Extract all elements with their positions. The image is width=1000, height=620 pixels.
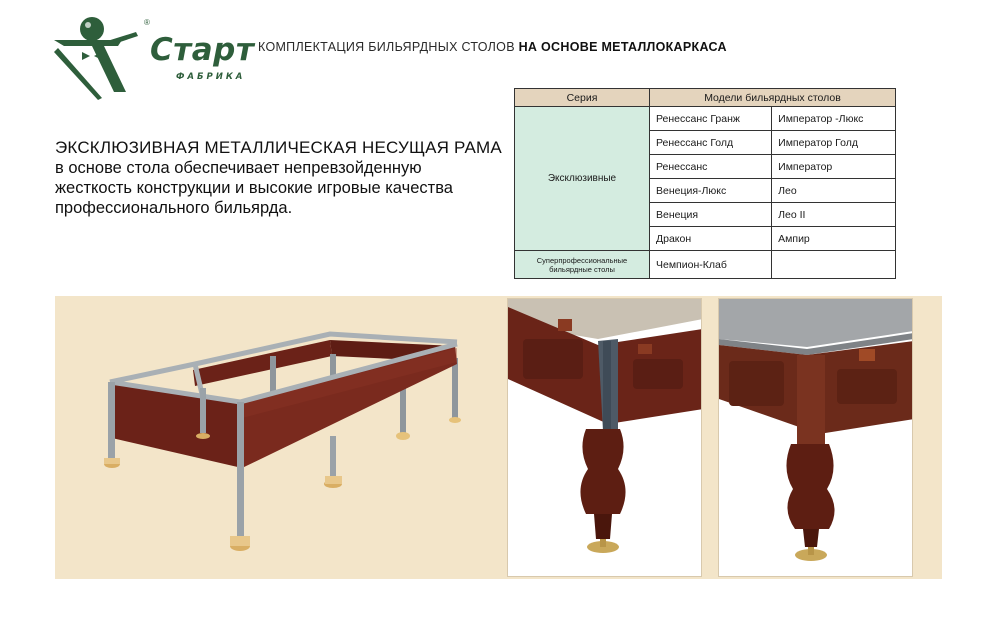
logo-emblem-icon	[52, 12, 152, 102]
table-leg-image	[508, 299, 702, 577]
page-title-regular: КОМПЛЕКТАЦИЯ БИЛЬЯРДНЫХ СТОЛОВ	[258, 40, 519, 54]
brand-logo	[52, 12, 255, 102]
model-cell: Ренессанс	[650, 155, 772, 179]
logo-wordmark: Старт	[150, 32, 255, 68]
table-header-row	[515, 89, 896, 107]
table-leg-image	[719, 299, 913, 577]
models-table	[514, 88, 896, 279]
metal-frame-illustration	[100, 318, 470, 563]
page-title	[258, 40, 727, 54]
lead-line: профессионального бильярда.	[55, 199, 293, 217]
model-cell: Чемпион-Клаб	[650, 251, 772, 279]
model-cell: Венеция-Люкс	[650, 179, 772, 203]
header-series: Серия	[515, 89, 650, 107]
model-cell: Лео II	[772, 203, 896, 227]
lead-block	[55, 138, 505, 218]
series-exclusive: Эксклюзивные	[515, 107, 650, 251]
lead-title: ЭКСКЛЮЗИВНАЯ МЕТАЛЛИЧЕСКАЯ НЕСУЩАЯ РАМА	[55, 138, 502, 157]
model-cell: Ампир	[772, 227, 896, 251]
model-cell: Венеция	[650, 203, 772, 227]
table-row	[515, 251, 896, 279]
table-row	[515, 107, 896, 131]
photo-corner-frame	[507, 298, 702, 577]
header-models: Модели бильярдных столов	[650, 89, 896, 107]
registered-mark: ®	[144, 18, 150, 27]
model-cell: Ренессанс Гранж	[650, 107, 772, 131]
model-cell: Император	[772, 155, 896, 179]
model-cell: Лео	[772, 179, 896, 203]
page-title-bold: НА ОСНОВЕ МЕТАЛЛОКАРКАСА	[518, 40, 727, 54]
model-cell: Дракон	[650, 227, 772, 251]
model-cell: Император -Люкс	[772, 107, 896, 131]
model-cell: Император Голд	[772, 131, 896, 155]
photo-corner-slate	[718, 298, 913, 577]
lead-line: в основе стола обеспечивает непревзойденную	[55, 159, 422, 177]
logo-subtitle: ФАБРИКА	[176, 72, 246, 82]
series-super: Суперпрофессиональные бильярдные столы	[515, 251, 650, 279]
model-cell	[772, 251, 896, 279]
lead-line: жесткость конструкции и высокие игровые качества	[55, 179, 453, 197]
model-cell: Ренессанс Голд	[650, 131, 772, 155]
